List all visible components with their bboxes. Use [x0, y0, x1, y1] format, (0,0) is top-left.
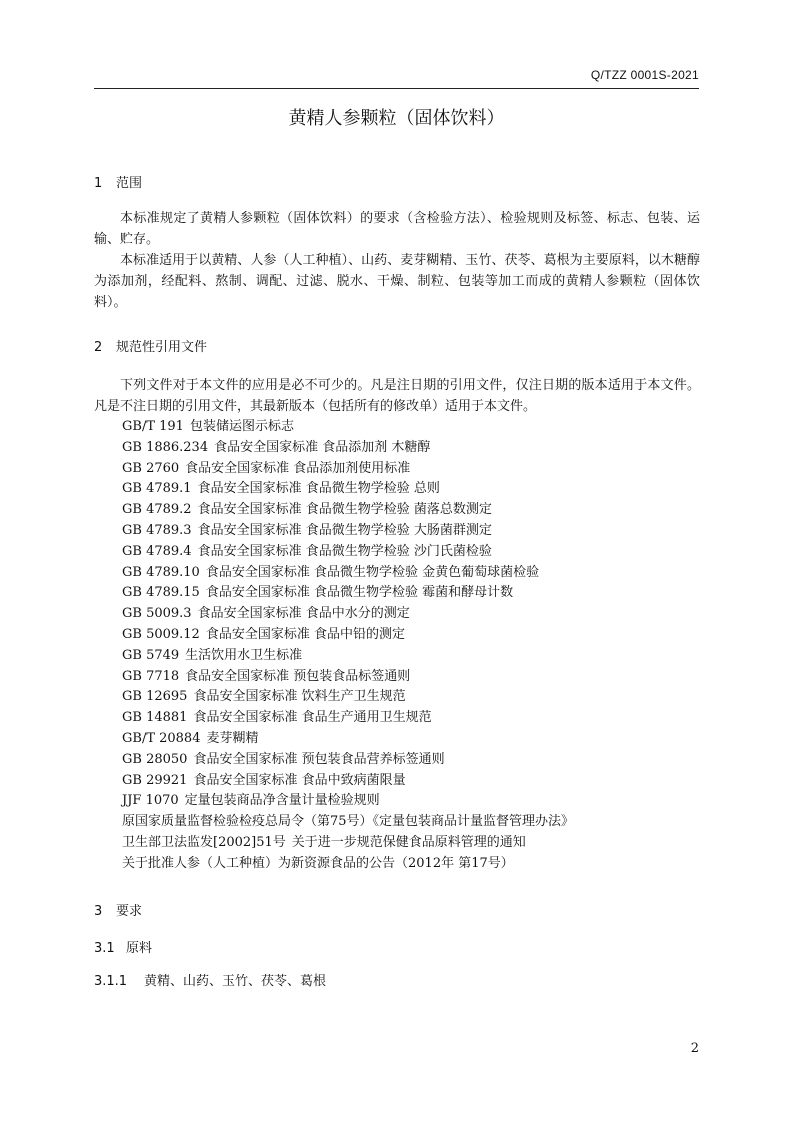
reference-item — [122, 667, 574, 688]
reference-code: GB 28050 — [122, 751, 188, 767]
reference-code: GB/T 191 — [122, 419, 184, 434]
reference-title: 生活饮用水卫生标准 — [185, 647, 303, 663]
scope-paragraph-2: 本标准适用于以黄精、人参（人工种植）、山药、麦芽糊精、玉竹、茯苓、葛根为主要原料，以木糖醇为添加剂，经配料、熬制、调配、过滤、脱水、干燥、制粒、包装等加工而成的黄精人参颗粒（固体饮料）。 — [94, 253, 700, 310]
reference-title: 定量包装商品净含量计量检验规则 — [184, 793, 380, 809]
reference-code: GB/T 20884 — [122, 730, 201, 746]
reference-code: GB 14881 — [122, 710, 188, 726]
reference-code: 卫生部卫法监发[2002]51号 — [122, 834, 286, 850]
reference-title: 麦芽糊精 — [206, 730, 259, 746]
reference-item — [122, 854, 574, 875]
reference-code: GB 4789.3 — [122, 522, 192, 538]
section-3-1-1-heading — [94, 970, 326, 989]
reference-item — [122, 604, 574, 625]
reference-item — [122, 583, 574, 604]
header-rule — [94, 88, 699, 89]
reference-title: 食品安全国家标准 饮料生产卫生规范 — [193, 689, 406, 705]
section-3-heading — [94, 900, 142, 919]
reference-title: 食品安全国家标准 食品中致病菌限量 — [193, 772, 406, 788]
section-title: 规范性引用文件 — [116, 340, 208, 355]
document-title: 黄精人参颗粒（固体饮料） — [288, 108, 505, 129]
reference-item — [122, 812, 574, 833]
reference-item — [122, 417, 574, 438]
reference-title: 食品安全国家标准 食品微生物学检验 菌落总数测定 — [197, 502, 492, 518]
section-3-1-heading — [94, 937, 152, 956]
reference-code: GB 5749 — [122, 647, 180, 663]
section-title: 黄精、山药、玉竹、茯苓、葛根 — [144, 974, 327, 989]
reference-item — [122, 646, 574, 667]
reference-code: GB 4789.2 — [122, 502, 192, 518]
reference-item — [122, 459, 574, 480]
reference-code: GB 4789.4 — [122, 543, 192, 559]
reference-item — [122, 500, 574, 521]
reference-code: GB 1886.234 — [122, 439, 209, 455]
section-title: 范围 — [116, 176, 143, 191]
reference-code: GB 5009.3 — [122, 606, 192, 622]
reference-title: 食品安全国家标准 预包装食品标签通则 — [185, 668, 411, 684]
reference-title: 食品安全国家标准 食品微生物学检验 沙门氏菌检验 — [197, 543, 492, 559]
reference-code: JJF 1070 — [122, 793, 179, 809]
reference-item — [122, 625, 574, 646]
document-code: Q/TZZ 0001S-2021 — [590, 68, 699, 82]
reference-item — [122, 438, 574, 459]
reference-code: GB 29921 — [122, 772, 188, 788]
reference-item — [122, 833, 574, 854]
reference-title: 食品安全国家标准 食品微生物学检验 金黄色葡萄球菌检验 — [205, 564, 540, 580]
reference-code: GB 12695 — [122, 689, 188, 705]
section-title: 原料 — [126, 941, 153, 956]
reference-title: 食品安全国家标准 食品微生物学检验 总则 — [197, 481, 440, 497]
section-number: 3 — [94, 904, 103, 919]
reference-item — [122, 791, 574, 812]
reference-code: GB 4789.10 — [122, 564, 200, 580]
reference-item — [122, 729, 574, 750]
reference-title: 包装储运图示标志 — [189, 419, 294, 434]
reference-title: 食品安全国家标准 食品中水分的测定 — [197, 606, 410, 622]
section-number: 3.1 — [94, 941, 115, 956]
reference-code: GB 7718 — [122, 668, 180, 684]
reference-item — [122, 771, 574, 792]
section-1-heading — [94, 172, 142, 191]
reference-title: 食品安全国家标准 食品中铅的测定 — [205, 626, 405, 642]
section-number: 3.1.1 — [94, 974, 128, 989]
reference-title: 关于进一步规范保健食品原料管理的通知 — [291, 834, 526, 850]
reference-item — [122, 687, 574, 708]
reference-item — [122, 542, 574, 563]
page-number: 2 — [690, 1041, 699, 1056]
references-intro-paragraph: 下列文件对于本文件的应用是必不可少的。凡是注日期的引用文件，仅注日期的版本适用于本文件。凡是不注日期的引用文件，其最新版本（包括所有的修改单）适用于本文件。 — [94, 378, 700, 414]
reference-code: GB 5009.12 — [122, 626, 200, 642]
reference-title: 关于批准人参（人工种植）为新资源食品的公告（2012年 第17号） — [122, 855, 514, 871]
reference-title: 食品安全国家标准 食品生产通用卫生规范 — [193, 710, 432, 726]
reference-list — [122, 417, 574, 875]
reference-title: 食品安全国家标准 食品微生物学检验 霉菌和酵母计数 — [205, 585, 514, 601]
reference-item — [122, 563, 574, 584]
reference-item — [122, 750, 574, 771]
section-number: 1 — [94, 176, 103, 191]
section-2-heading — [94, 336, 207, 355]
reference-item — [122, 521, 574, 542]
reference-code: GB 2760 — [122, 460, 180, 476]
reference-title: 食品安全国家标准 食品添加剂使用标准 — [185, 460, 411, 476]
scope-paragraph-1: 本标准规定了黄精人参颗粒（固体饮料）的要求（含检验方法）、检验规则及标签、标志、包装、运输、贮存。 — [94, 211, 700, 247]
reference-title: 原国家质量监督检验检疫总局令（第75号）《定量包装商品计量监督管理办法》 — [122, 814, 575, 830]
reference-title: 食品安全国家标准 食品添加剂 木糖醇 — [214, 439, 431, 455]
reference-code: GB 4789.15 — [122, 585, 200, 601]
reference-title: 食品安全国家标准 预包装食品营养标签通则 — [193, 751, 445, 767]
reference-item — [122, 479, 574, 500]
reference-item — [122, 708, 574, 729]
section-number: 2 — [94, 340, 103, 355]
reference-title: 食品安全国家标准 食品微生物学检验 大肠菌群测定 — [197, 522, 492, 538]
reference-code: GB 4789.1 — [122, 481, 192, 497]
section-title: 要求 — [116, 904, 143, 919]
